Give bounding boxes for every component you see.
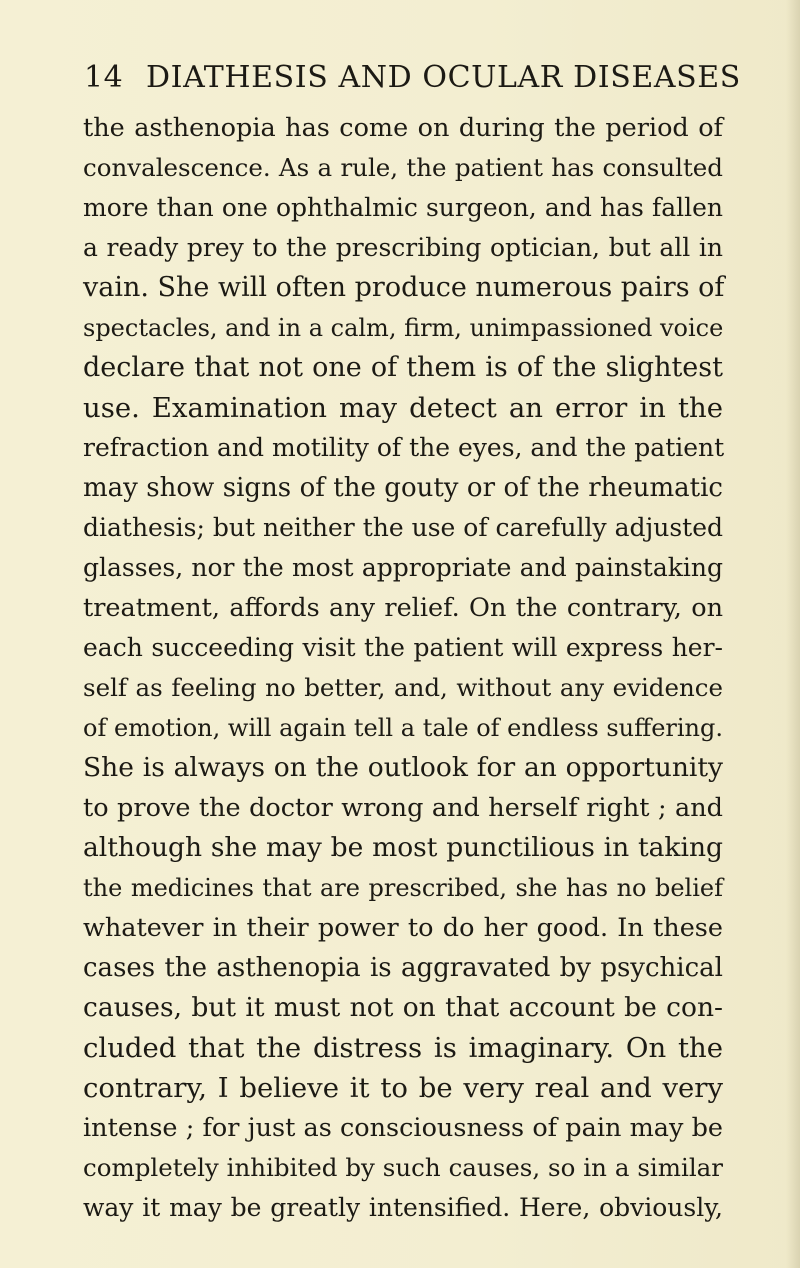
body-text — [83, 108, 733, 1228]
text-line: the medicines that are prescribed, she has no belief — [83, 874, 723, 902]
text-line: contrary, I believe it to be very real and very — [83, 1072, 723, 1104]
text-line: self as feeling no better, and, without any evidence — [83, 673, 723, 702]
text-line: use. Examination may detect an error in the — [83, 392, 723, 424]
text-line: a ready prey to the prescribing optician, but all in — [83, 233, 723, 262]
text-line: intense ; for just as consciousness of pain may be — [83, 1113, 723, 1143]
text-line: declare that not one of them is of the slightest — [83, 352, 723, 383]
text-line: way it may be greatly intensified. Here, obviously, — [83, 1193, 723, 1222]
text-line: more than one ophthalmic surgeon, and has fallen — [83, 193, 723, 222]
text-line: cases the asthenopia is aggravated by psychical — [83, 953, 723, 983]
text-line: causes, but it must not on that account be con- — [83, 992, 723, 1023]
text-line: although she may be most punctilious in taking — [83, 832, 723, 863]
text-line: each succeeding visit the patient will express her- — [83, 633, 723, 662]
page-number: 14 — [84, 60, 124, 95]
text-line: convalescence. As a rule, the patient has consulted — [83, 153, 723, 182]
page-header — [84, 58, 741, 98]
text-line: the asthenopia has come on during the period of — [83, 113, 723, 143]
text-line: vain. She will often produce numerous pairs of — [83, 272, 725, 303]
text-line: treatment, affords any relief. On the contrary, on — [83, 593, 723, 623]
text-line: refraction and motility of the eyes, and the patient — [83, 433, 725, 462]
text-line: may show signs of the gouty or of the rheumatic — [83, 473, 723, 503]
page-edge-shadow — [786, 0, 800, 1268]
text-line: cluded that the distress is imaginary. On the — [83, 1032, 723, 1064]
text-line: diathesis; but neither the use of carefully adjusted — [83, 513, 724, 542]
text-line: whatever in their power to do her good. In these — [83, 913, 723, 943]
text-line: She is always on the outlook for an opportunity — [83, 752, 723, 783]
text-line: completely inhibited by such causes, so in a similar — [83, 1153, 723, 1182]
text-line: glasses, nor the most appropriate and painstaking — [83, 553, 723, 582]
text-line: of emotion, will again tell a tale of endless suffering. — [83, 714, 723, 742]
text-line: to prove the doctor wrong and herself right ; and — [83, 793, 723, 823]
text-line: spectacles, and in a calm, firm, unimpassioned voice — [83, 314, 724, 342]
running-head: DIATHESIS AND OCULAR DISEASES — [146, 60, 741, 95]
